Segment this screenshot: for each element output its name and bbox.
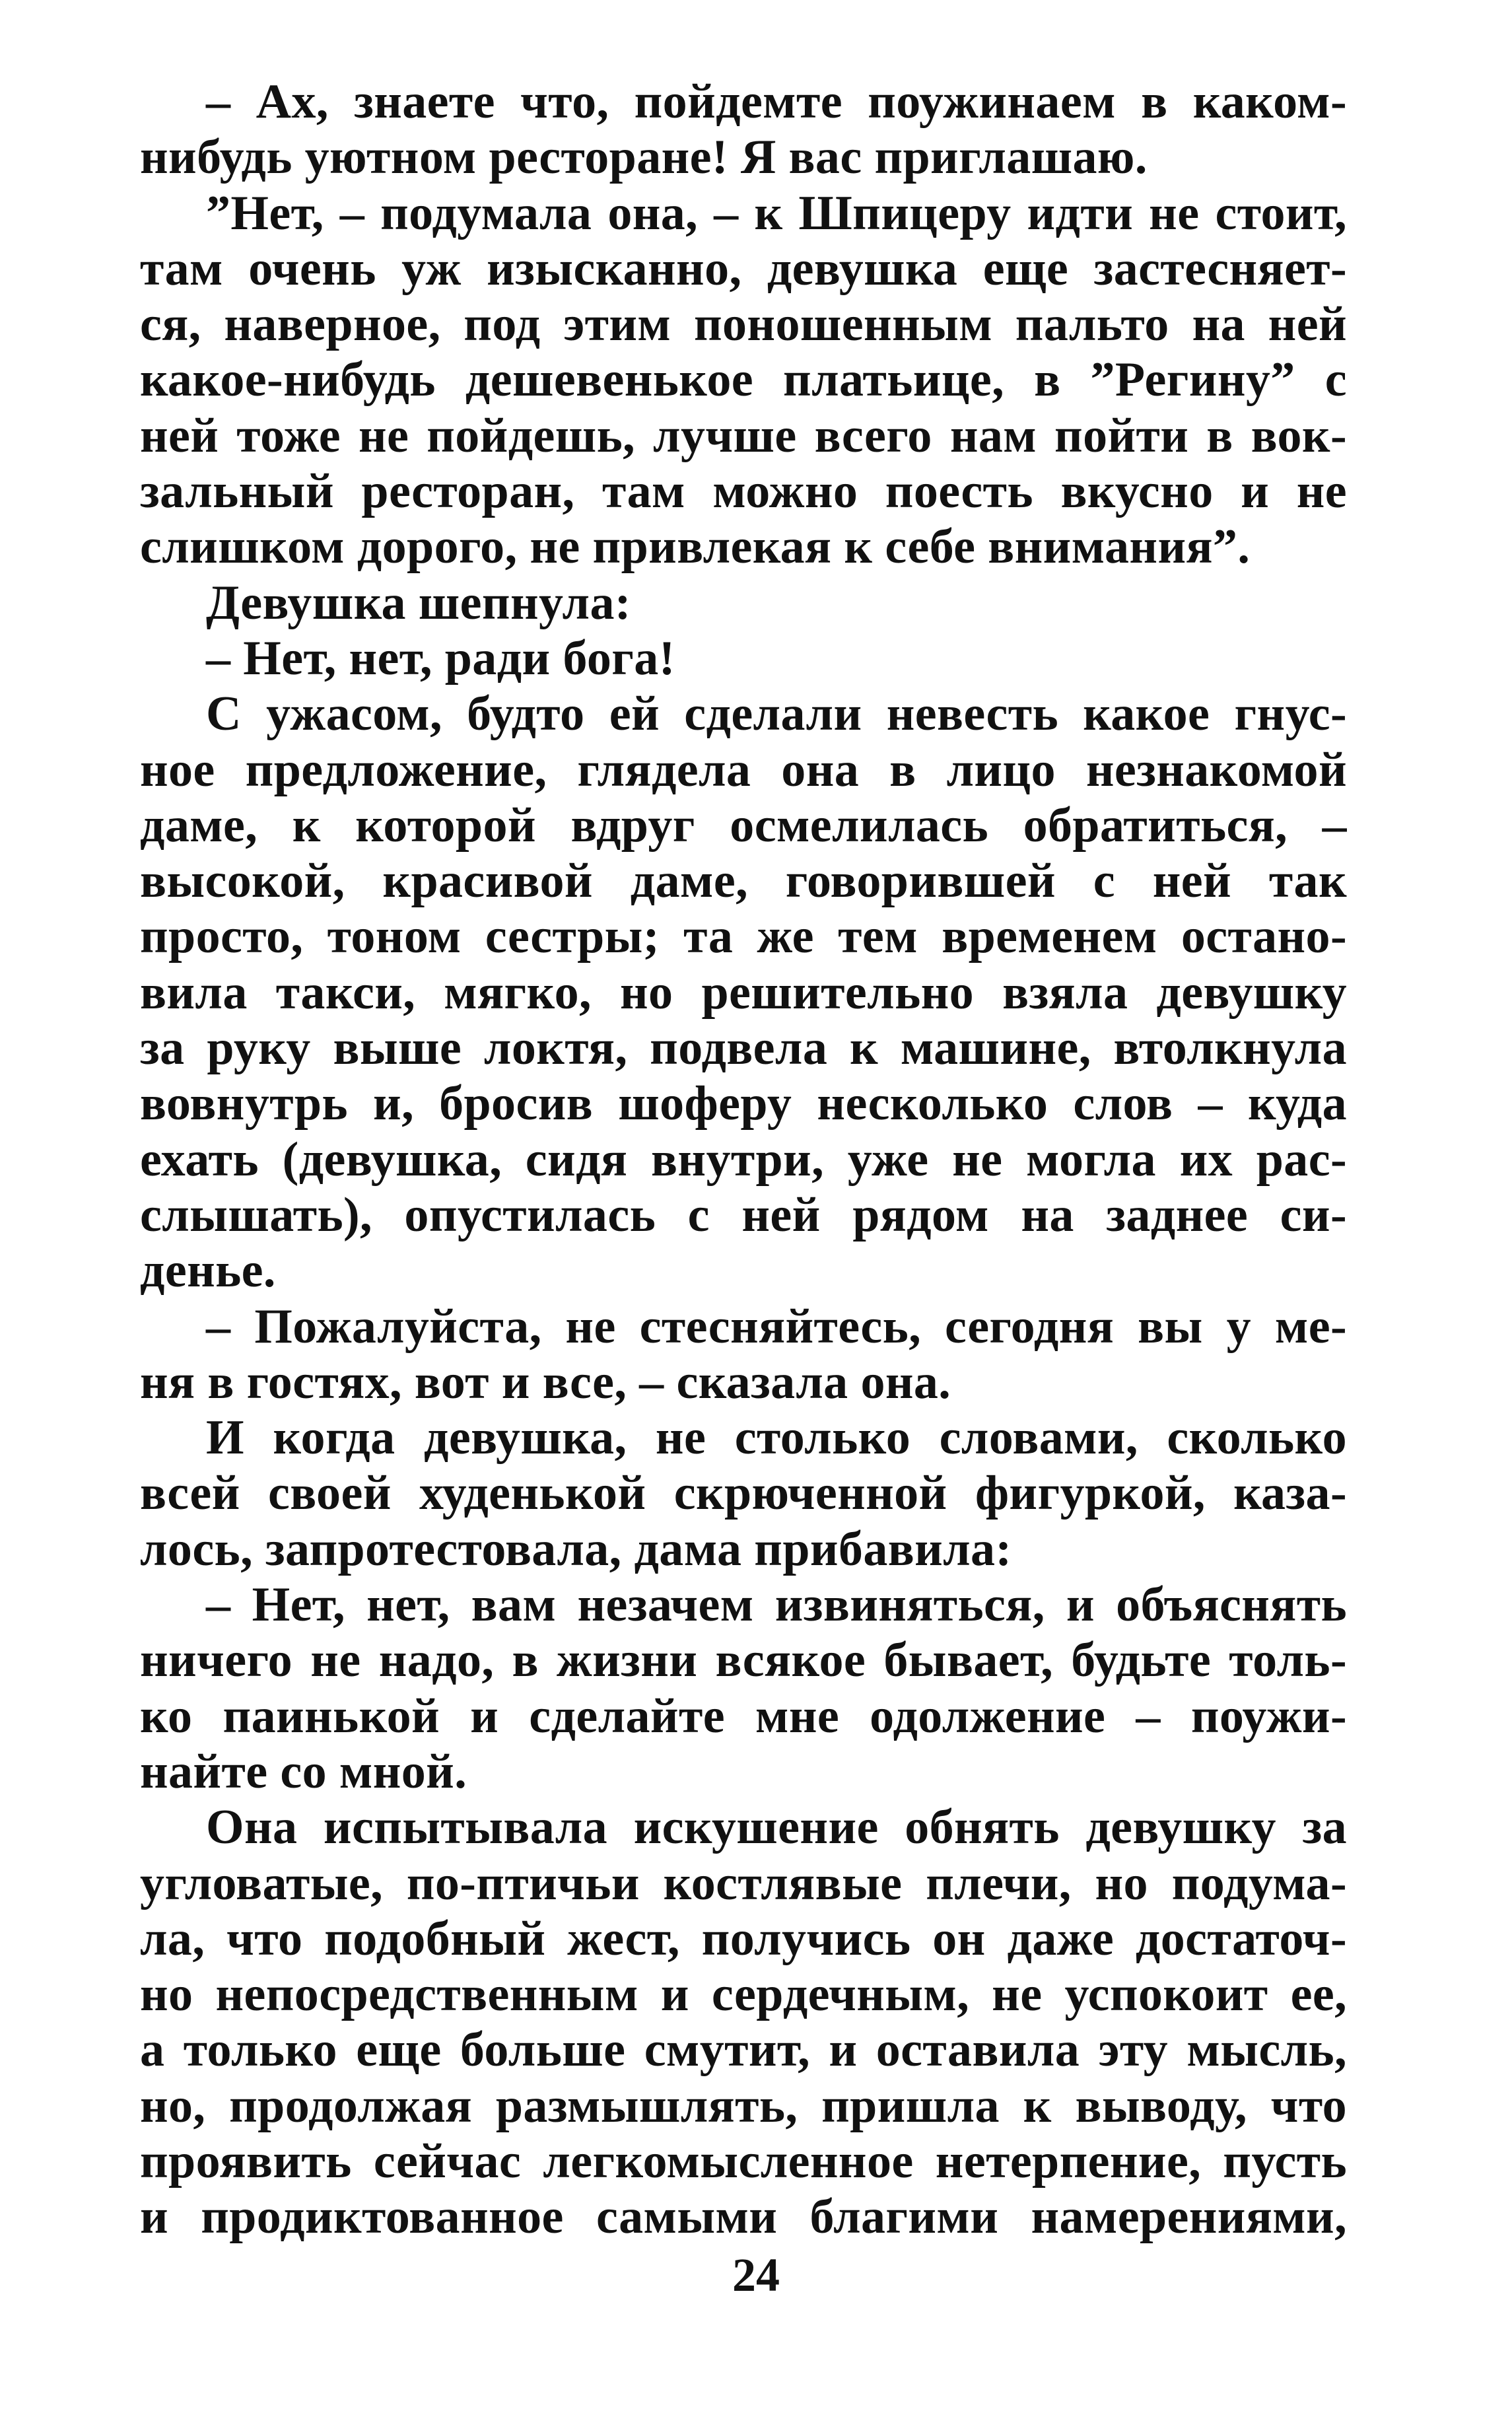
text-line: угловатые, по-птичьи костлявые плечи, но подума- (140, 1856, 1347, 1910)
text-line: всей своей худенькой скрюченной фигуркой, каза- (140, 1466, 1347, 1521)
text-line: – Нет, нет, ради бога! (206, 631, 675, 685)
text-line: лось, запротестовала, дама прибавила: (140, 1521, 1012, 1576)
text-line: и продиктованное самыми благими намерениями, (140, 2190, 1347, 2245)
text-line: даме, к которой вдруг осмелилась обратиться, – (140, 798, 1347, 853)
text-line: Девушка шепнула: (206, 575, 631, 630)
text-line: просто, тоном сестры; та же тем временем остано- (140, 909, 1347, 964)
text-line: ся, наверное, под этим поношенным пальто на ней (140, 297, 1347, 352)
text-line: вовнутрь и, бросив шоферу несколько слов – куда (140, 1076, 1347, 1131)
text-line: зальный ресторан, там можно поесть вкусно и не (140, 464, 1347, 519)
text-line: проявить сейчас легкомысленное нетерпение, пусть (140, 2134, 1347, 2188)
text-line: нибудь уютном ресторане! Я вас приглашаю. (140, 130, 1148, 185)
text-line: слышать), опустилась с ней рядом на заднее си- (140, 1187, 1347, 1242)
text-line: ехать (девушка, сидя внутри, уже не могла их рас- (140, 1132, 1347, 1187)
body-text (140, 74, 1347, 2245)
text-line: вила такси, мягко, но решительно взяла девушку (140, 965, 1347, 1020)
text-line: ня в гостях, вот и все, – сказала она. (140, 1354, 951, 1409)
text-line: – Нет, нет, вам незачем извиняться, и объяснять (206, 1578, 1347, 1632)
text-line: ла, что подобный жест, получись он даже достаточ- (140, 1911, 1347, 1966)
text-line: – Ах, знаете что, пойдемте поужинаем в каком- (206, 75, 1347, 129)
text-line: но, продолжая размышлять, пришла к выводу, что (140, 2078, 1347, 2133)
text-line: слишком дорого, не привлекая к себе внимания”. (140, 520, 1251, 575)
text-line: ничего не надо, в жизни всякое бывает, будьте толь- (140, 1633, 1347, 1688)
text-line: но непосредственным и сердечным, не успокоит ее, (140, 1967, 1347, 2022)
text-line: а только еще больше смутит, и оставила эту мысль, (140, 2023, 1347, 2078)
text-line: высокой, красивой даме, говорившей с ней так (140, 854, 1347, 909)
text-line: ”Нет, – подумала она, – к Шпицеру идти не стоит, (206, 186, 1347, 240)
text-line: найте со мной. (140, 1744, 467, 1799)
text-line: какое-нибудь дешевенькое платьице, в ”Регину” с (140, 353, 1347, 407)
text-line: ко паинькой и сделайте мне одолжение – поужи- (140, 1689, 1347, 1743)
page-number: 24 (732, 2249, 780, 2301)
text-line: – Пожалуйста, не стесняйтесь, сегодня вы у ме- (206, 1299, 1347, 1354)
text-line: ней тоже не пойдешь, лучше всего нам пойти в вок- (140, 408, 1347, 463)
text-line: там очень уж изысканно, девушка еще застесняет- (140, 241, 1347, 296)
text-line: Она испытывала искушение обнять девушку за (206, 1800, 1347, 1855)
text-line: ное предложение, глядела она в лицо незнакомой (140, 742, 1347, 797)
text-line: И когда девушка, не столько словами, сколько (206, 1411, 1347, 1465)
text-line: С ужасом, будто ей сделали невесть какое гнус- (206, 687, 1347, 742)
text-line: за руку выше локтя, подвела к машине, втолкнула (140, 1021, 1347, 1076)
text-line: денье. (140, 1243, 276, 1298)
